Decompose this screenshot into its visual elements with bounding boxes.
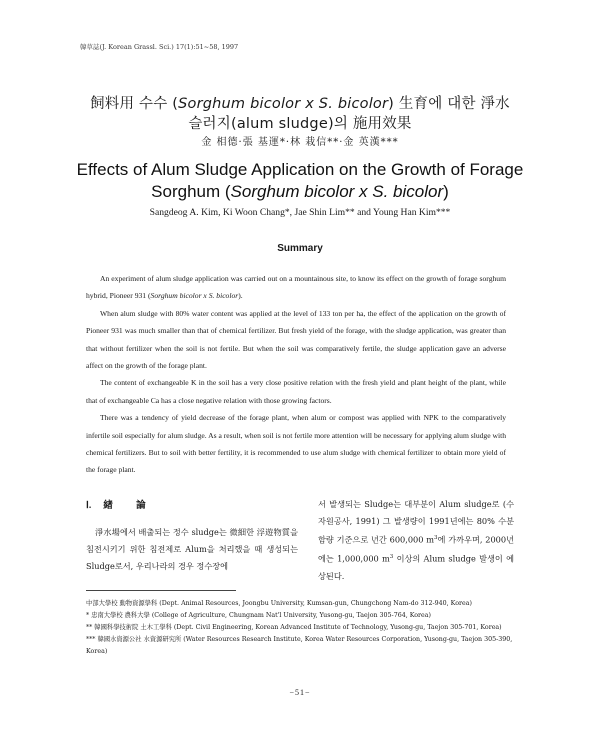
section-title: 緖 論: [103, 500, 156, 511]
footnote-affiliation: ** 韓國科學技術院 土木工學科 (Dept. Civil Engineering, Korean Advanced Institute of Technology, Yusong-gu, Taejon 305-701, Korea): [86, 624, 502, 631]
page-number: −51−: [289, 688, 311, 697]
summary-paragraph-3: The content of exchangeable K in the soil has a very close positive relation with the fresh yield and plant height of the plant, while that of exchangeable Ca has a close negative relation with those growing factors.: [86, 378, 506, 405]
summary-paragraph-4: There was a tendency of yield decrease of the forage plant, when alum or compost was applied with NPK to the comparatively infertile soil especially for alum sludge. As a result, when soil is not fertile more attention will be necessary for applying alum sludge with chemical fertilizers. But to soil with better fertility, it is recommended to use alum sludge with chemical fertilizer to obtain more yield of the forage plant.: [86, 413, 506, 475]
footnote-affiliation: * 忠南大學校 農科大學 (College of Agriculture, Chungnam Nat'l University, Yusong-gu, Taejon 305-764, Korea): [86, 612, 431, 619]
section-number: Ⅰ.: [86, 500, 92, 511]
summary-p1-text: An experiment of alum sludge application was carried out on a mountainous site, to know its effect on the growth of forage sorghum hybrid, Pioneer 931 (: [86, 274, 506, 301]
summary-heading: Summary: [277, 243, 323, 254]
summary-p1-end: ).: [238, 291, 243, 301]
affiliation-footnotes: [86, 598, 514, 658]
english-title-scientific-name: Sorghum bicolor x S. bicolor: [230, 182, 444, 201]
english-authors: Sangdeog A. Kim, Ki Woon Chang*, Jae Shin Lim** and Young Han Kim***: [149, 207, 451, 218]
korean-title-prefix: 飼料用 수수 (: [90, 96, 179, 112]
korean-title-line2: 슬러지(alum sludge)의 施用效果: [188, 116, 412, 132]
intro-left-paragraph: 淨水場에서 배출되는 정수 sludge는 微細한 浮遊物質을 침전시키기 위한 침전제로 Alum을 처리했을 때 생성되는 Sludge로서, 우리나라의 경우 정수장에: [86, 527, 298, 572]
intro-right-column: [318, 496, 514, 585]
journal-reference: 韓草誌(J. Korean Grassl. Sci.) 17(1):51~58, 1997: [80, 43, 239, 51]
english-title-line2: [0, 182, 600, 202]
english-title-line1: Effects of Alum Sludge Application on the Growth of Forage: [76, 160, 524, 179]
korean-title-line1: [0, 92, 600, 113]
intro-right-text-a: 서 발생되는 Sludge는 대부분이 Alum sludge로 (수자원공사, 1991) 그 발생량이 1991년에는 80% 수분함량 기준으로 년간 600,000 m: [318, 499, 514, 546]
summary-paragraph-1: [86, 270, 506, 305]
footnote-divider: [86, 590, 236, 591]
summary-p1-scientific-name: Sorghum bicolor x S. bicolor: [150, 291, 239, 301]
intro-right-text-c: 이상의 Alum sludge 발생이 예상된다.: [318, 554, 514, 582]
intro-right-text-b: 에 가까우며, 2000년에는 1,000,000 m: [318, 535, 514, 565]
superscript-3: 3: [434, 535, 438, 542]
superscript-3b: 3: [389, 554, 394, 561]
footnote-affiliation: 中部大學校 動物資源學科 (Dept. Animal Resources, Joongbu University, Kumsan-gun, Chungchong Nam-do 312-940, Korea): [86, 600, 472, 607]
summary-paragraph-2: When alum sludge with 80% water content was applied at the level of 133 ton per ha, the effect of the application on the growth of Pioneer 931 was much smaller than that of chemical fertilizer. But fresh yield of the forage, with the sludge application, was greater than that without fertilizer when the soil is not fertile. But when the soil was comparatively fertile, the sludge application gave an adverse affect on the growth of the forage plant.: [86, 308, 506, 371]
intro-left-column: [86, 524, 298, 576]
english-title-suffix: ): [443, 182, 449, 201]
korean-authors: 金 相德·張 基運*·林 栽信**·金 英漢***: [201, 137, 399, 148]
korean-title-scientific-name: Sorghum bicolor x S. bicolor: [178, 96, 389, 112]
korean-title-suffix: ) 生育에 대한 淨水: [388, 96, 510, 112]
summary-abstract: [86, 270, 506, 479]
footnote-affiliation: *** 韓國水資源公社 水資源研究所 (Water Resources Research Institute, Korea Water Resources Corporation, Yusong-gu, Taejon 305-390, Korea): [86, 636, 513, 655]
english-title-prefix: Sorghum (: [151, 182, 231, 201]
intro-right-paragraph: [318, 496, 514, 585]
section-heading-introduction: [86, 497, 156, 511]
